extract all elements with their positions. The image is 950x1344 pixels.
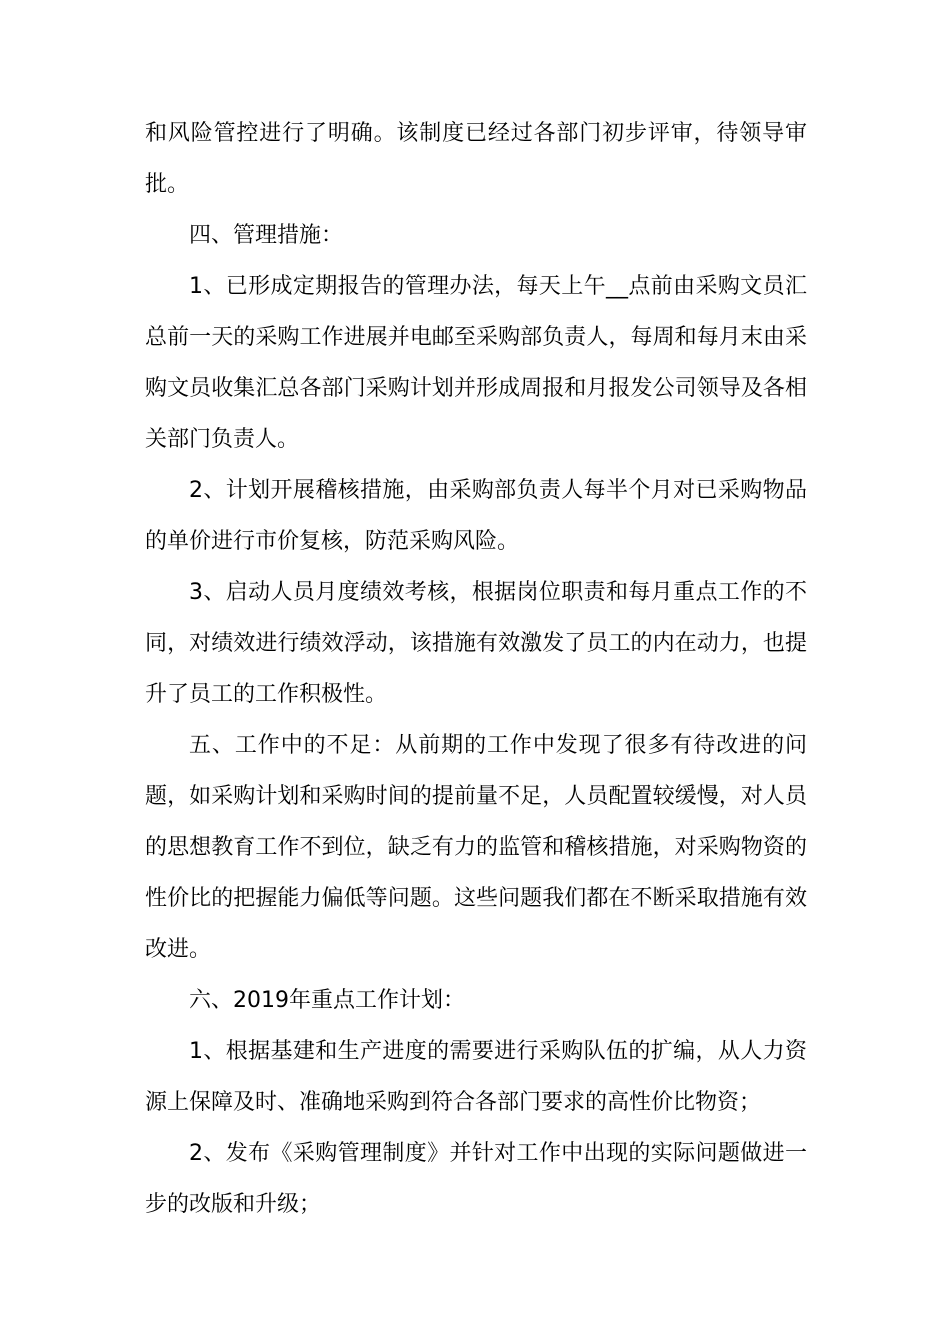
heading-2019-plan: 六、2019年重点工作计划：: [189, 988, 465, 1013]
paragraph-measure-2: 2、计划开展稽核措施，由采购部负责人每半个月对已采购物品的单价进行市价复核，防范采购风险。: [145, 478, 807, 554]
paragraph-shortcomings: 五、工作中的不足：从前期的工作中发现了很多有待改进的问题，如采购计划和采购时间的提前量不足，人员配置较缓慢，对人员的思想教育工作不到位，缺乏有力的监管和稽核措施，对采购物资的性价比的把握能力偏低等问题。这些问题我们都在不断采取措施有效改进。: [145, 733, 807, 962]
paragraph-plan-2: 2、发布《采购管理制度》并针对工作中出现的实际问题做进一步的改版和升级；: [145, 1141, 807, 1217]
paragraph-measure-1: 1、已形成定期报告的管理办法，每天上午__点前由采购文员汇总前一天的采购工作进展并电邮至采购部负责人，每周和每月末由采购文员收集汇总各部门采购计划并形成周报和月报发公司领导及各相关部门负责人。: [145, 274, 807, 452]
paragraph-continuation: 和风险管控进行了明确。该制度已经过各部门初步评审，待领导审批。: [145, 121, 807, 197]
document-body: [145, 108, 807, 1230]
paragraph-plan-1: 1、根据基建和生产进度的需要进行采购队伍的扩编，从人力资源上保障及时、准确地采购到符合各部门要求的高性价比物资；: [145, 1039, 807, 1115]
heading-management-measures: 四、管理措施：: [189, 223, 344, 248]
paragraph-measure-3: 3、启动人员月度绩效考核，根据岗位职责和每月重点工作的不同，对绩效进行绩效浮动，该措施有效激发了员工的内在动力，也提升了员工的工作积极性。: [145, 580, 807, 707]
